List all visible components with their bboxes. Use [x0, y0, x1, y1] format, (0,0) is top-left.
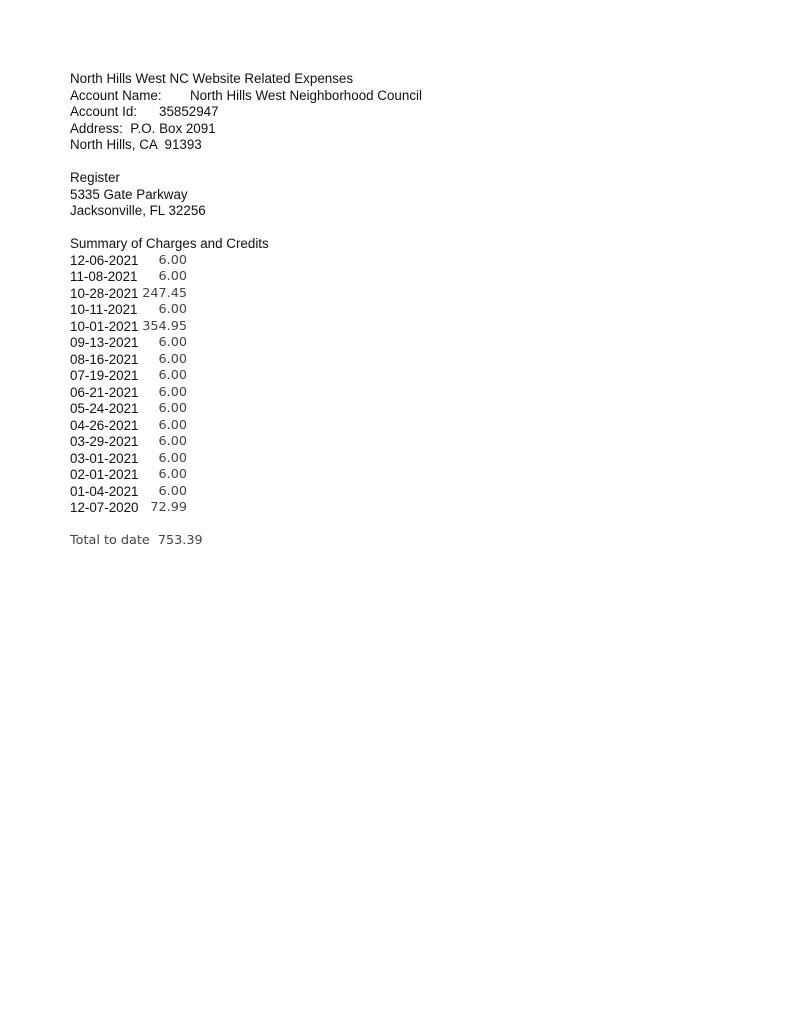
total-label: Total to date — [70, 532, 150, 548]
account-name-value: North Hills West Neighborhood Council — [190, 87, 422, 103]
charge-amount: 6.00 — [158, 252, 187, 268]
charge-row — [70, 451, 750, 468]
total-to-date — [70, 533, 750, 550]
charge-amount: 6.00 — [158, 269, 187, 284]
account-id-value: 35852947 — [159, 104, 219, 119]
spacer — [70, 220, 750, 237]
account-id-line — [70, 104, 750, 121]
vendor-name: Register — [70, 170, 120, 185]
charge-date: 12-06-2021 — [70, 252, 139, 268]
charge-amount: 6.00 — [158, 302, 187, 317]
summary-heading: Summary of Charges and Credits — [70, 236, 269, 251]
account-id-label: Account Id: — [70, 104, 137, 119]
charge-date: 09-13-2021 — [70, 335, 139, 350]
charge-amount: 247.45 — [142, 285, 187, 301]
charge-row — [70, 319, 750, 336]
charge-date: 02-01-2021 — [70, 467, 139, 482]
charge-row — [70, 368, 750, 385]
charge-amount: 354.95 — [142, 318, 187, 334]
charge-date: 03-01-2021 — [70, 450, 139, 466]
account-name-line — [70, 88, 750, 105]
charge-row — [70, 484, 750, 501]
charge-row — [70, 401, 750, 418]
spacer — [70, 154, 750, 171]
charge-date: 11-08-2021 — [70, 269, 138, 284]
vendor-street: 5335 Gate Parkway — [70, 186, 188, 202]
account-name-label: Account Name: — [70, 87, 162, 103]
charge-row — [70, 418, 750, 435]
charge-amount: 6.00 — [158, 417, 187, 433]
charge-date: 08-16-2021 — [70, 351, 139, 367]
charge-date: 03-29-2021 — [70, 434, 139, 449]
charge-row — [70, 269, 750, 286]
charge-amount: 72.99 — [150, 500, 187, 515]
charge-row — [70, 467, 750, 484]
charge-row — [70, 352, 750, 369]
charge-date: 05-24-2021 — [70, 401, 139, 416]
charge-date: 12-07-2020 — [70, 500, 139, 515]
address-line-2: North Hills, CA 91393 — [70, 137, 202, 152]
charge-amount: 6.00 — [158, 401, 187, 416]
charge-row — [70, 434, 750, 451]
total-value: 753.39 — [157, 532, 203, 548]
charge-row — [70, 253, 750, 270]
charge-row — [70, 385, 750, 402]
document-title: North Hills West NC Website Related Expenses — [70, 71, 354, 86]
charge-amount: 6.00 — [158, 467, 187, 482]
charge-row — [70, 335, 750, 352]
charge-date: 04-26-2021 — [70, 417, 139, 433]
charge-row — [70, 286, 750, 303]
address-line-1: Address: P.O. Box 2091 — [70, 120, 216, 136]
charge-date: 10-01-2021 — [70, 318, 139, 334]
charge-row — [70, 302, 750, 319]
charge-amount: 6.00 — [158, 450, 187, 466]
charge-amount: 6.00 — [158, 434, 187, 449]
charges-list — [70, 253, 750, 517]
charge-row — [70, 500, 750, 517]
expense-document — [70, 71, 750, 549]
charge-date: 07-19-2021 — [70, 368, 139, 383]
charge-amount: 6.00 — [158, 384, 187, 400]
charge-date: 06-21-2021 — [70, 384, 139, 400]
charge-amount: 6.00 — [158, 351, 187, 367]
charge-amount: 6.00 — [158, 368, 187, 383]
charge-amount: 6.00 — [158, 483, 187, 499]
charge-amount: 6.00 — [158, 335, 187, 350]
charge-date: 10-11-2021 — [70, 302, 138, 317]
charge-date: 10-28-2021 — [70, 285, 139, 301]
charge-date: 01-04-2021 — [70, 483, 139, 499]
vendor-city: Jacksonville, FL 32256 — [70, 203, 206, 218]
